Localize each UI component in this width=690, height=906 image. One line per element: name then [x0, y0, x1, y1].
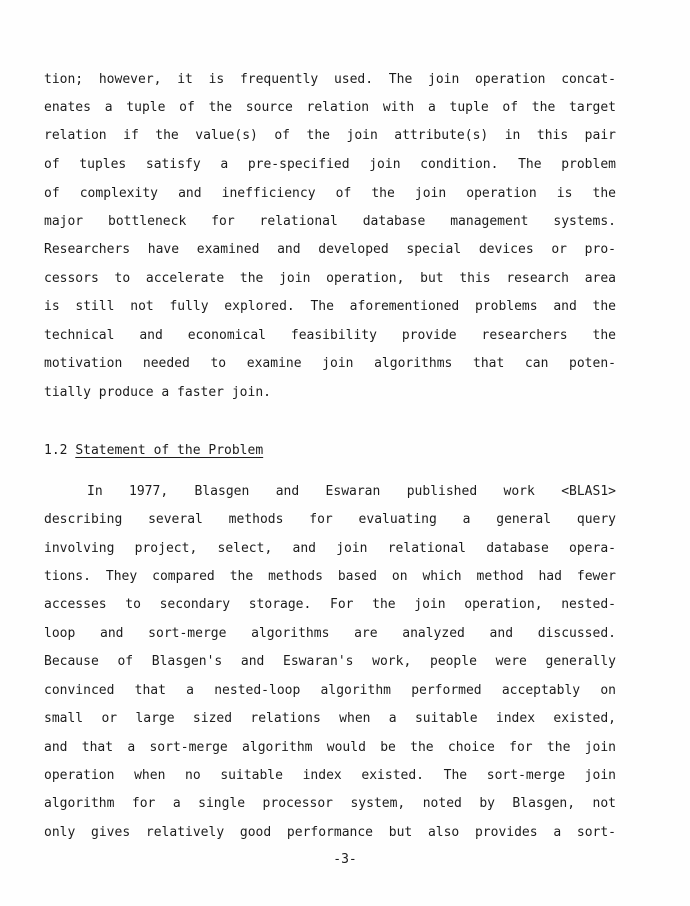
paragraph-line: tially produce a faster join. [44, 385, 271, 400]
section-title: Statement of the Problem [75, 443, 264, 458]
page-number: -3- [333, 852, 357, 867]
paragraph-line: motivation needed to examine join algorithms that can poten- [44, 356, 616, 371]
paragraph-line: involving project, select, and join relational database opera- [44, 541, 616, 556]
paragraph-line: algorithm for a single processor system, noted by Blasgen, not [44, 796, 616, 811]
paragraph-line: convinced that a nested-loop algorithm performed acceptably on [44, 683, 616, 698]
paragraph-line: technical and economical feasibility provide researchers the [44, 328, 616, 343]
paragraph-line: major bottleneck for relational database management systems. [44, 214, 616, 229]
paragraph-line: of complexity and inefficiency of the join operation is the [44, 186, 616, 201]
paragraph-line: relation if the value(s) of the join attribute(s) in this pair [44, 128, 616, 143]
paragraph-line: describing several methods for evaluating a general query [44, 512, 616, 527]
paragraph-line: is still not fully explored. The aforementioned problems and the [44, 299, 616, 314]
paragraph-line: Researchers have examined and developed special devices or pro- [44, 242, 616, 257]
paragraph-line: only gives relatively good performance but also provides a sort- [44, 825, 616, 840]
section-heading [44, 441, 263, 461]
paragraph-line: operation when no suitable index existed. The sort-merge join [44, 768, 616, 783]
paragraph-line: tions. They compared the methods based on which method had fewer [44, 569, 616, 584]
paragraph-line: and that a sort-merge algorithm would be the choice for the join [44, 740, 616, 755]
paragraph-line: Because of Blasgen's and Eswaran's work, people were generally [44, 654, 616, 669]
paragraph-line: small or large sized relations when a suitable index existed, [44, 711, 616, 726]
paragraph-line: enates a tuple of the source relation with a tuple of the target [44, 100, 616, 115]
paragraph-line: accesses to secondary storage. For the join operation, nested- [44, 597, 616, 612]
paragraph-line: of tuples satisfy a pre-specified join condition. The problem [44, 157, 616, 172]
paragraph-line: tion; however, it is frequently used. The join operation concat- [44, 72, 616, 87]
paragraph-line: cessors to accelerate the join operation, but this research area [44, 271, 616, 286]
paragraph-line: loop and sort-merge algorithms are analyzed and discussed. [44, 626, 616, 641]
section-number: 1.2 [44, 443, 68, 458]
paragraph-line: In 1977, Blasgen and Eswaran published work <BLAS1> [87, 484, 616, 499]
